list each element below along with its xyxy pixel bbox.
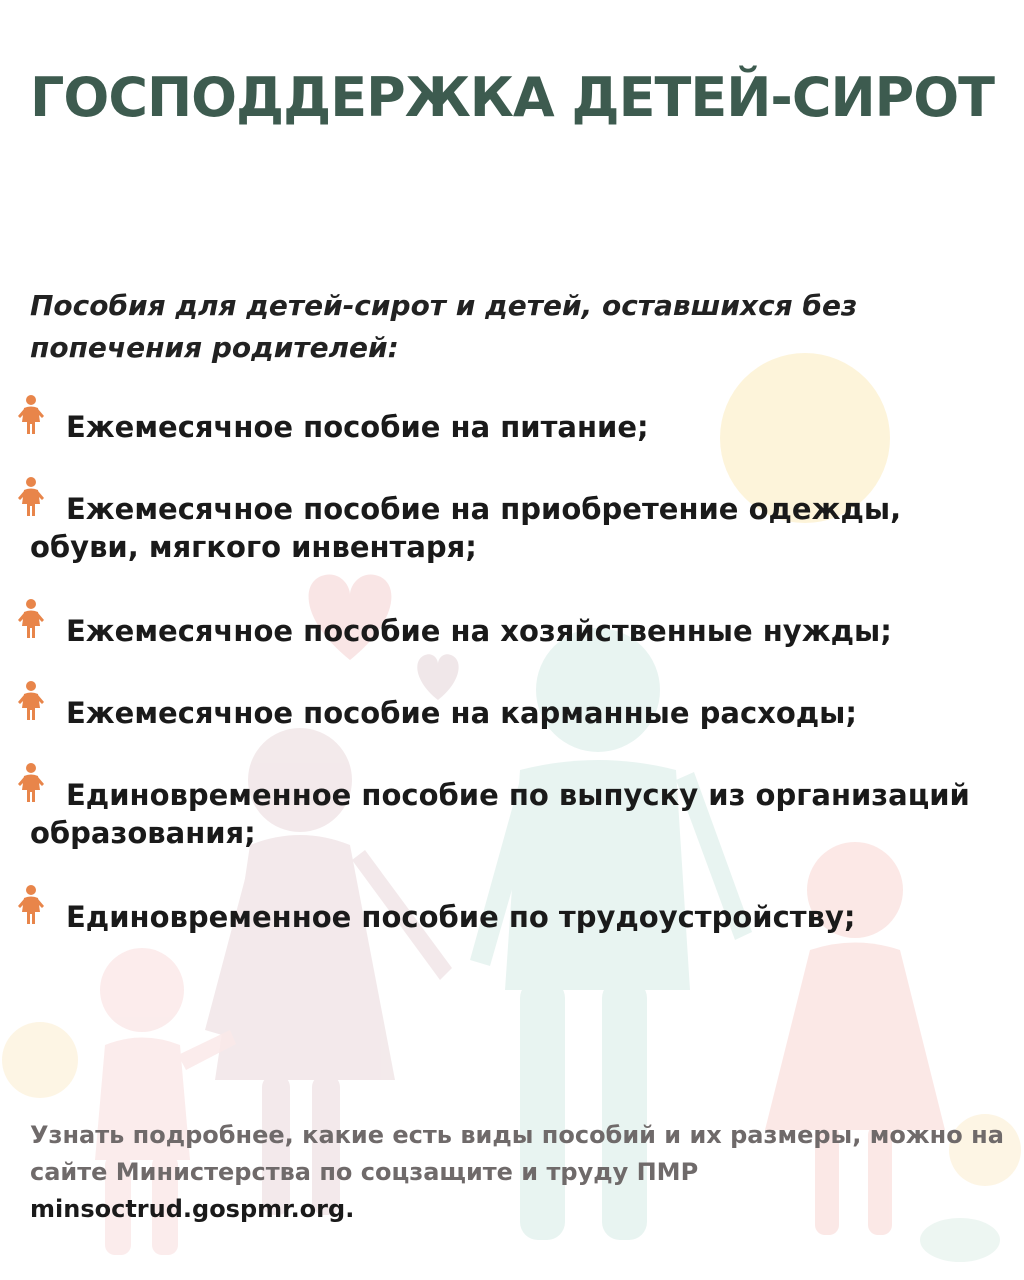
list-item-label: Единовременное пособие по трудоустройству;: [66, 900, 856, 934]
child-icon: [16, 762, 46, 806]
list-item: [30, 694, 990, 732]
list-item: [30, 490, 990, 566]
list-item-label: Ежемесячное пособие на хозяйственные нужды;: [66, 614, 892, 648]
list-item: [30, 776, 990, 852]
subtitle: Пособия для детей-сирот и детей, оставшихся без попечения родителей:: [30, 289, 858, 364]
list-item-label: Ежемесячное пособие на питание;: [66, 410, 649, 444]
page-title: ГОСПОДДЕРЖКА ДЕТЕЙ-СИРОТ: [30, 66, 994, 129]
list-item-label: Ежемесячное пособие на карманные расходы;: [66, 696, 858, 730]
list-item: [30, 408, 990, 446]
child-icon: [16, 394, 46, 438]
list-item-label: Ежемесячное пособие на приобретение одежды, обуви, мягкого инвентаря;: [30, 492, 902, 564]
list-item: [30, 612, 990, 650]
child-icon: [16, 884, 46, 928]
child-icon: [16, 476, 46, 520]
child-icon: [16, 598, 46, 642]
child-icon: [16, 680, 46, 724]
list-item: [30, 898, 990, 936]
footer-note: [30, 1117, 1010, 1228]
footer-text: Узнать подробнее, какие есть виды пособий и их размеры, можно на сайте Министерства по соцзащите и труду ПМР: [30, 1121, 1004, 1186]
list-item-label: Единовременное пособие по выпуску из организаций образования;: [30, 778, 970, 850]
website-link[interactable]: minsoctrud.gospmr.org.: [30, 1195, 355, 1223]
